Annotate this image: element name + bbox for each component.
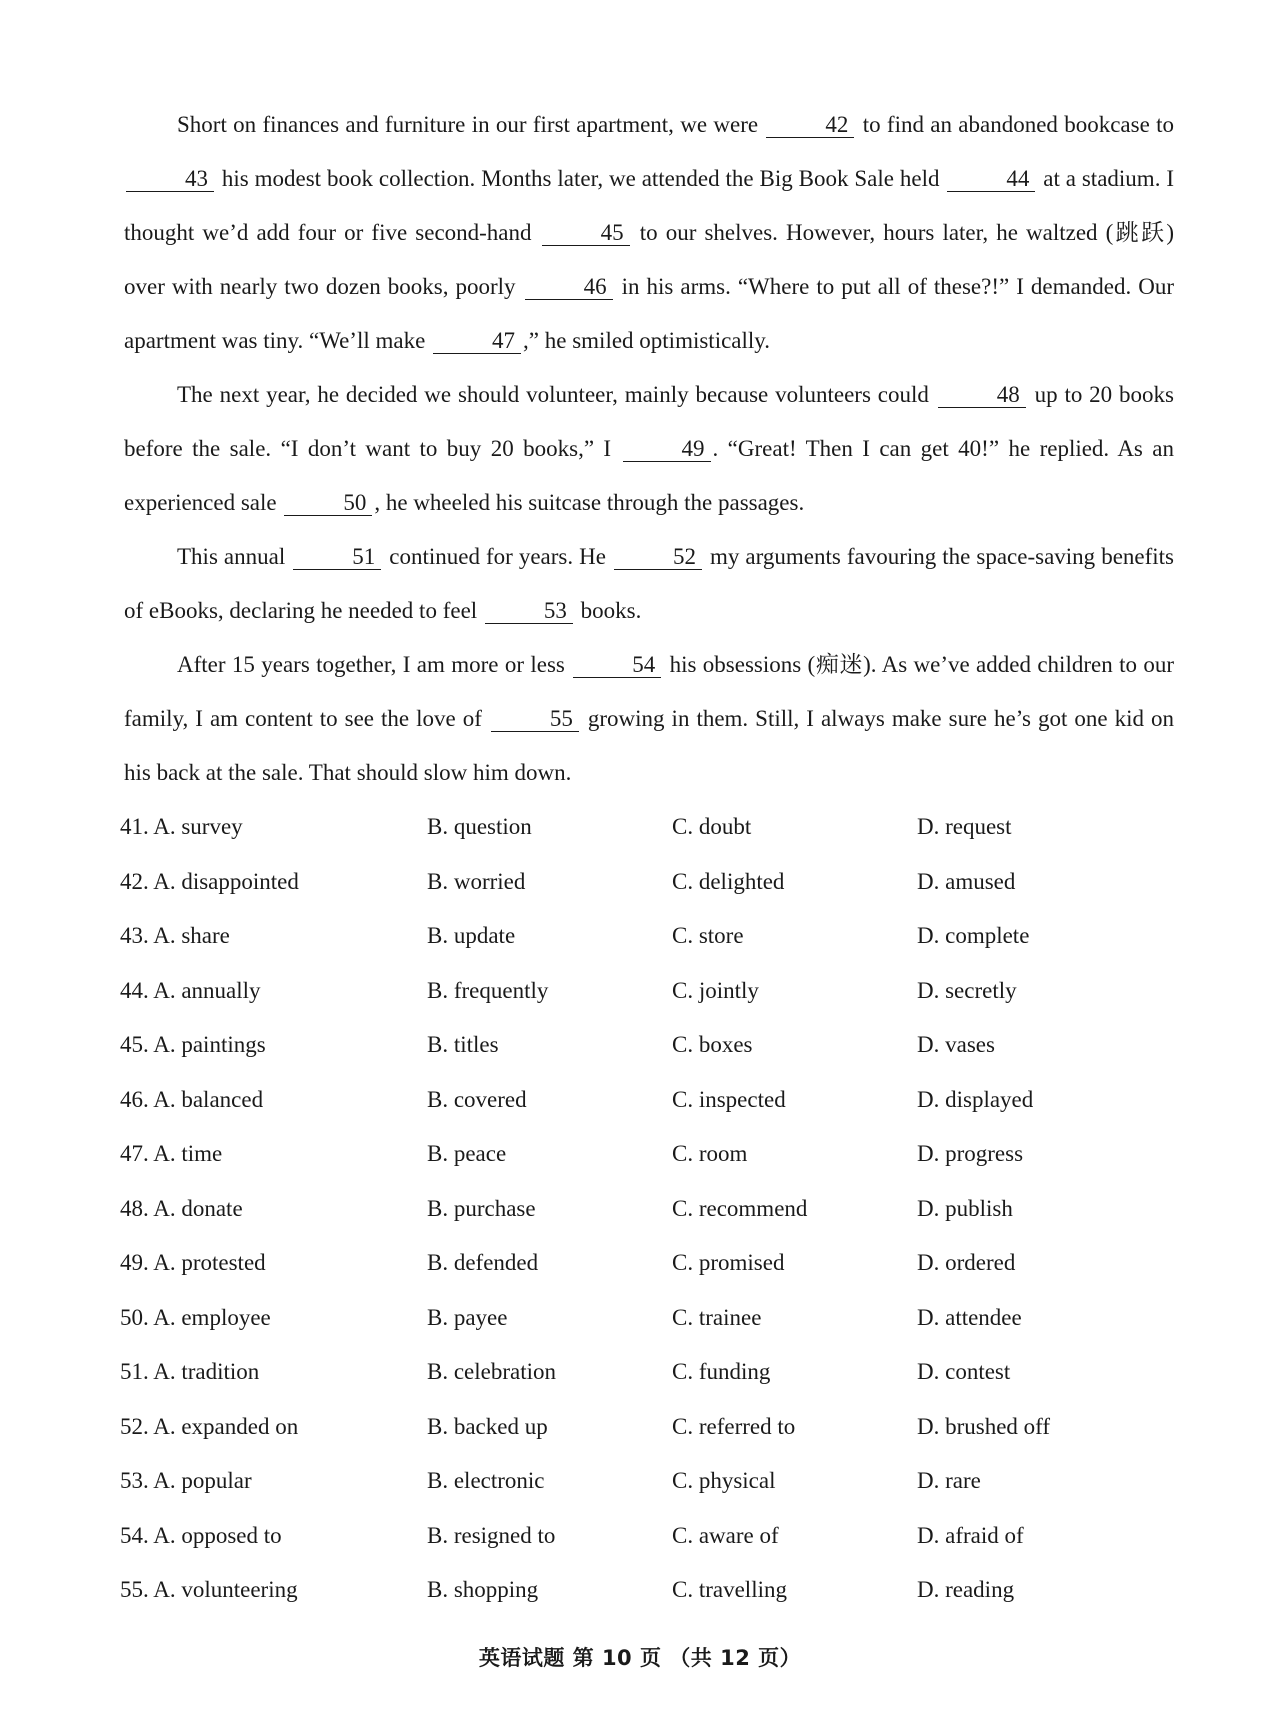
option-c: C. inspected <box>672 1086 786 1112</box>
option-d: D. rare <box>917 1468 981 1493</box>
passage-text: his modest book collection. Months later, we attended the Big Book Sale held <box>216 166 946 191</box>
option-a: 47. A. time <box>120 1141 223 1166</box>
passage-text: to find an abandoned bookcase to <box>856 112 1174 137</box>
passage-text: my arguments favouring the space-saving benefits of eBooks, declaring he needed to feel <box>124 544 1175 623</box>
option-a: 46. A. balanced <box>120 1086 264 1112</box>
passage-text: . “Great! Then I can get 40!” he replied. As an experienced sale <box>124 436 1174 515</box>
passage-text: books. <box>574 598 642 623</box>
option-a: 51. A. tradition <box>120 1359 260 1384</box>
option-b: B. worried <box>427 868 526 894</box>
passage-paragraph <box>124 638 1174 800</box>
option-c: C. boxes <box>672 1032 753 1057</box>
question-row <box>120 814 1180 869</box>
passage-text: ,” he smiled optimistically. <box>523 328 771 353</box>
option-d: D. secretly <box>917 977 1017 1003</box>
question-row <box>120 869 1180 924</box>
option-c: C. referred to <box>672 1413 796 1439</box>
option-c: C. trainee <box>672 1304 762 1330</box>
option-c: C. promised <box>672 1250 785 1275</box>
option-c: C. aware of <box>672 1522 779 1548</box>
option-d: D. progress <box>917 1141 1024 1166</box>
option-d: D. vases <box>917 1032 995 1057</box>
question-row <box>120 978 1180 1033</box>
option-a: 44. A. annually <box>120 977 261 1003</box>
option-d: D. afraid of <box>917 1522 1024 1548</box>
option-b: B. backed up <box>427 1413 548 1439</box>
blank-44: 44 <box>947 167 1035 192</box>
option-b: B. celebration <box>427 1359 557 1384</box>
option-b: B. frequently <box>427 977 549 1003</box>
blank-52: 52 <box>614 545 702 570</box>
question-row <box>120 1141 1180 1196</box>
blank-42: 42 <box>766 113 854 138</box>
blank-54: 54 <box>573 653 661 678</box>
blank-46: 46 <box>525 275 613 300</box>
option-b: B. defended <box>427 1250 539 1275</box>
option-d: D. reading <box>917 1577 1015 1602</box>
option-a: 53. A. popular <box>120 1468 252 1493</box>
passage-text: After 15 years together, I am more or less <box>177 652 572 677</box>
option-d: D. displayed <box>917 1086 1034 1112</box>
passage-text: his obsessions (痴迷). As we’ve added children to our family, I am content to see the love of <box>124 652 1174 731</box>
option-b: B. electronic <box>427 1468 545 1493</box>
option-d: D. contest <box>917 1359 1011 1384</box>
passage-text: at a stadium. I thought we’d add four or five second-hand <box>124 166 1174 245</box>
question-row <box>120 923 1180 978</box>
option-b: B. payee <box>427 1304 508 1330</box>
option-b: B. question <box>427 814 532 839</box>
option-d: D. request <box>917 814 1012 839</box>
passage-text: continued for years. He <box>383 544 612 569</box>
passage-paragraph <box>124 98 1174 368</box>
option-b: B. update <box>427 923 516 948</box>
option-c: C. room <box>672 1141 748 1166</box>
blank-48: 48 <box>938 383 1026 408</box>
page-footer: 英语试题 第 10 页 （共 12 页） <box>478 1646 802 1670</box>
passage-text: The next year, he decided we should volunteer, mainly because volunteers could <box>177 382 936 407</box>
option-b: B. shopping <box>427 1577 539 1602</box>
question-row <box>120 1305 1180 1360</box>
passage-text: Short on finances and furniture in our first apartment, we were <box>177 112 765 137</box>
question-row <box>120 1523 1180 1578</box>
passage-text: , he wheeled his suitcase through the passages. <box>374 490 805 515</box>
question-row <box>120 1468 1180 1523</box>
question-row <box>120 1577 1180 1632</box>
option-d: D. ordered <box>917 1250 1016 1275</box>
question-row <box>120 1087 1180 1142</box>
option-c: C. physical <box>672 1468 776 1493</box>
passage-paragraph <box>124 530 1174 638</box>
option-a: 55. A. volunteering <box>120 1577 298 1602</box>
option-c: C. recommend <box>672 1195 808 1221</box>
option-b: B. purchase <box>427 1195 536 1221</box>
option-c: C. delighted <box>672 868 785 894</box>
option-a: 48. A. donate <box>120 1195 243 1221</box>
option-b: B. titles <box>427 1032 499 1057</box>
option-b: B. covered <box>427 1086 527 1112</box>
passage-text: This annual <box>177 544 292 569</box>
option-d: D. publish <box>917 1195 1013 1221</box>
option-a: 41. A. survey <box>120 814 243 839</box>
blank-43: 43 <box>126 167 214 192</box>
option-a: 49. A. protested <box>120 1250 266 1275</box>
question-row <box>120 1250 1180 1305</box>
option-a: 52. A. expanded on <box>120 1413 299 1439</box>
passage-paragraph <box>124 368 1174 530</box>
passage-text: in his arms. “Where to put all of these?!” I demanded. Our apartment was tiny. “We’ll make <box>124 274 1174 353</box>
answer-options <box>120 814 1180 1632</box>
option-d: D. amused <box>917 868 1016 894</box>
question-row <box>120 1196 1180 1251</box>
option-a: 45. A. paintings <box>120 1032 266 1057</box>
option-c: C. doubt <box>672 814 752 839</box>
passage-text: growing in them. Still, I always make sure he’s got one kid on his back at the sale. That should slow him down. <box>124 706 1174 785</box>
option-a: 43. A. share <box>120 923 230 948</box>
blank-49: 49 <box>623 437 711 462</box>
passage-text: to our shelves. However, hours later, he waltzed (跳跃) over with nearly two dozen books, poorly <box>124 220 1175 299</box>
option-b: B. resigned to <box>427 1522 556 1548</box>
cloze-passage <box>124 98 1174 800</box>
blank-55: 55 <box>491 707 579 732</box>
option-d: D. attendee <box>917 1304 1022 1330</box>
option-d: D. complete <box>917 923 1030 948</box>
option-d: D. brushed off <box>917 1413 1051 1439</box>
option-c: C. store <box>672 923 744 948</box>
blank-45: 45 <box>542 221 630 246</box>
option-c: C. funding <box>672 1359 771 1384</box>
option-c: C. jointly <box>672 977 759 1003</box>
blank-47: 47 <box>433 329 521 354</box>
question-row <box>120 1414 1180 1469</box>
option-b: B. peace <box>427 1141 507 1166</box>
blank-51: 51 <box>293 545 381 570</box>
passage-text: up to 20 books before the sale. “I don’t want to buy 20 books,” I <box>124 382 1174 461</box>
blank-53: 53 <box>485 599 573 624</box>
option-a: 54. A. opposed to <box>120 1522 282 1548</box>
blank-50: 50 <box>284 491 372 516</box>
option-a: 50. A. employee <box>120 1304 271 1330</box>
option-a: 42. A. disappointed <box>120 868 299 894</box>
option-c: C. travelling <box>672 1577 787 1602</box>
question-row <box>120 1032 1180 1087</box>
question-row <box>120 1359 1180 1414</box>
